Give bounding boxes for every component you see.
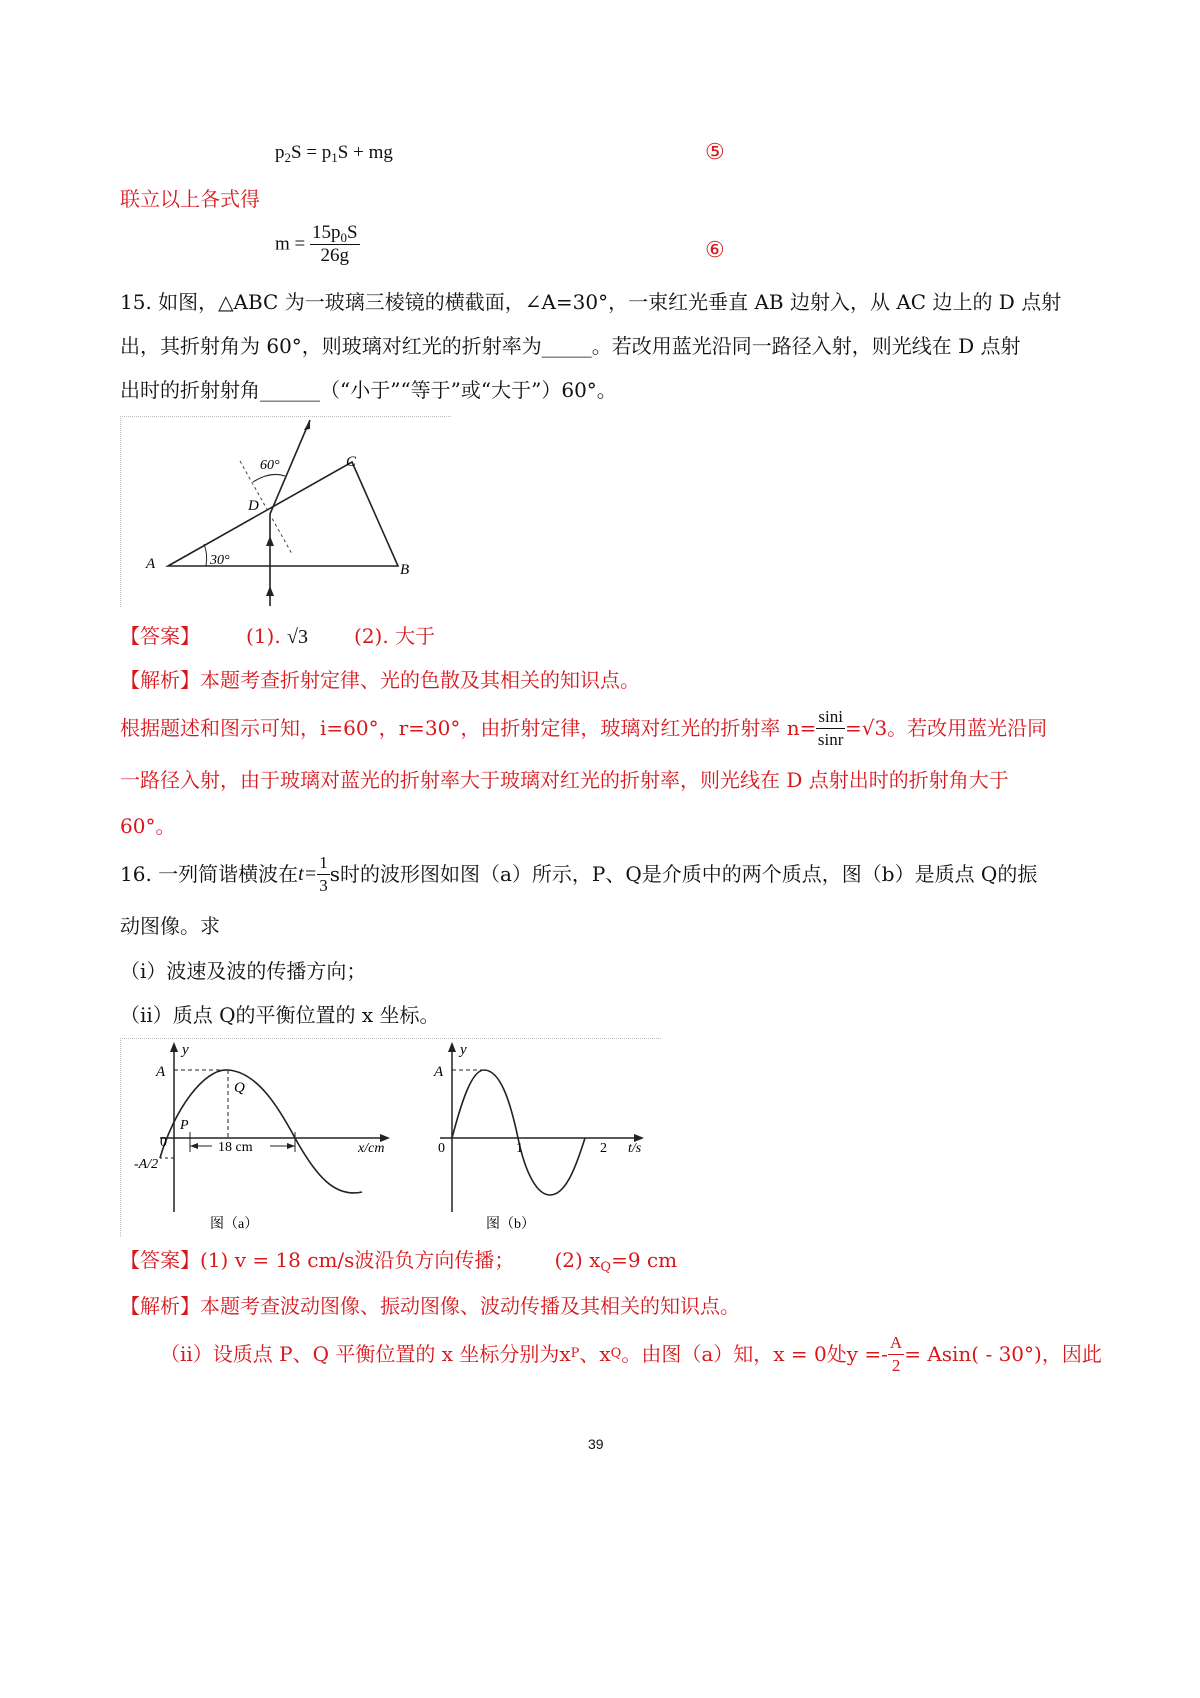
vibration-figure-b [420, 1040, 660, 1240]
q16-analysis-2: （ii）设质点 P、Q 平衡位置的 x 坐标分别为x P 、x Q 。由图（a）知，x = 0处y =- $\frac{A}{2}$ = Asin( - 30°)，因此 [160, 1332, 1102, 1375]
svg-text:A: A [434, 1064, 444, 1080]
svg-text:图（a）: 图（a） [210, 1217, 259, 1232]
q15-analysis-3: 一路径入射，由于玻璃对蓝光的折射率大于玻璃对红光的折射率，则光线在 D 点射出时的折射角大于 [120, 768, 1009, 792]
svg-text:0: 0 [438, 1141, 445, 1156]
svg-text:18 cm: 18 cm [218, 1140, 253, 1155]
vertex-b-label: B [400, 562, 410, 578]
prism-figure [120, 416, 460, 611]
q16-part-2: （ii）质点 Q的平衡位置的 x 坐标。 [120, 1003, 440, 1027]
vertex-a-label: A [146, 556, 156, 572]
svg-text:x/cm: x/cm [358, 1141, 385, 1156]
svg-text:1: 1 [516, 1141, 523, 1156]
equation-5: $p_2S = p_1S$ + mg [275, 142, 393, 165]
q15-analysis-4: 60°。 [120, 814, 176, 838]
q16-part-1: （i）波速及波的传播方向； [120, 959, 367, 983]
page-number: 39 [588, 1436, 604, 1452]
q16-analysis-1: 【解析】本题考查波动图像、振动图像、波动传播及其相关的知识点。 [120, 1294, 740, 1318]
svg-text:-A/2: -A/2 [134, 1157, 159, 1172]
svg-text:P: P [180, 1118, 189, 1133]
equation-mark-6: ⑥ [705, 238, 725, 263]
q16-answer: 【答案】(1) v = 18 cm/s波沿负方向传播； (2) $x_Q=9$ cm [120, 1248, 678, 1275]
wave-figure-a [130, 1040, 400, 1240]
combine-label: 联立以上各式得 [120, 187, 260, 211]
equation-6: m = $\frac{15p_0S}{26g}$ [275, 222, 358, 266]
svg-text:t/s: t/s [628, 1141, 642, 1156]
q15-line-1: 15. 如图，△ABC 为一玻璃三棱镜的横截面，∠A=30°，一束红光垂直 AB 边射入，从 AC 边上的 D 点射 [120, 290, 1062, 314]
q15-line-2: 出，其折射角为 60°，则玻璃对红光的折射率为_____。若改用蓝光沿同一路径入射，则光线在 D 点射 [120, 334, 1021, 358]
svg-text:y: y [460, 1042, 467, 1058]
vertex-c-label: C [346, 454, 357, 470]
svg-text:2: 2 [600, 1141, 607, 1156]
q16-line-2: 动图像。求 [120, 914, 220, 938]
svg-text:y: y [182, 1042, 189, 1058]
q15-analysis-1: 【解析】本题考查折射定律、光的色散及其相关的知识点。 [120, 668, 640, 692]
svg-text:A: A [156, 1064, 166, 1080]
q15-answer: 【答案】 (1). √3 (2). 大于 [120, 624, 436, 648]
equation-mark-5: ⑤ [705, 140, 725, 165]
q16-line-1: 16. 一列简谐横波在 t= $\frac{1}{3}$ s时的波形图如图（a）所示，P、Q是介质中的两个质点，图（b）是质点 Q的振 [120, 852, 1038, 895]
svg-text:0: 0 [160, 1135, 167, 1150]
q15-line-3: 出时的折射射角______（“小于”“等于”或“大于”）60°。 [120, 378, 617, 402]
svg-text:Q: Q [234, 1080, 245, 1096]
point-d-label: D [248, 498, 259, 514]
q15-analysis-2: 根据题述和图示可知，i=60°，r=30°，由折射定律，玻璃对红光的折射率 n= $\frac{\sin i}{\sin r}$ =√3。若改用蓝光沿同 [120, 706, 1048, 749]
angle-60-label: 60° [260, 458, 280, 473]
angle-30-label: 30° [210, 553, 230, 568]
svg-text:图（b）: 图（b） [486, 1217, 535, 1232]
